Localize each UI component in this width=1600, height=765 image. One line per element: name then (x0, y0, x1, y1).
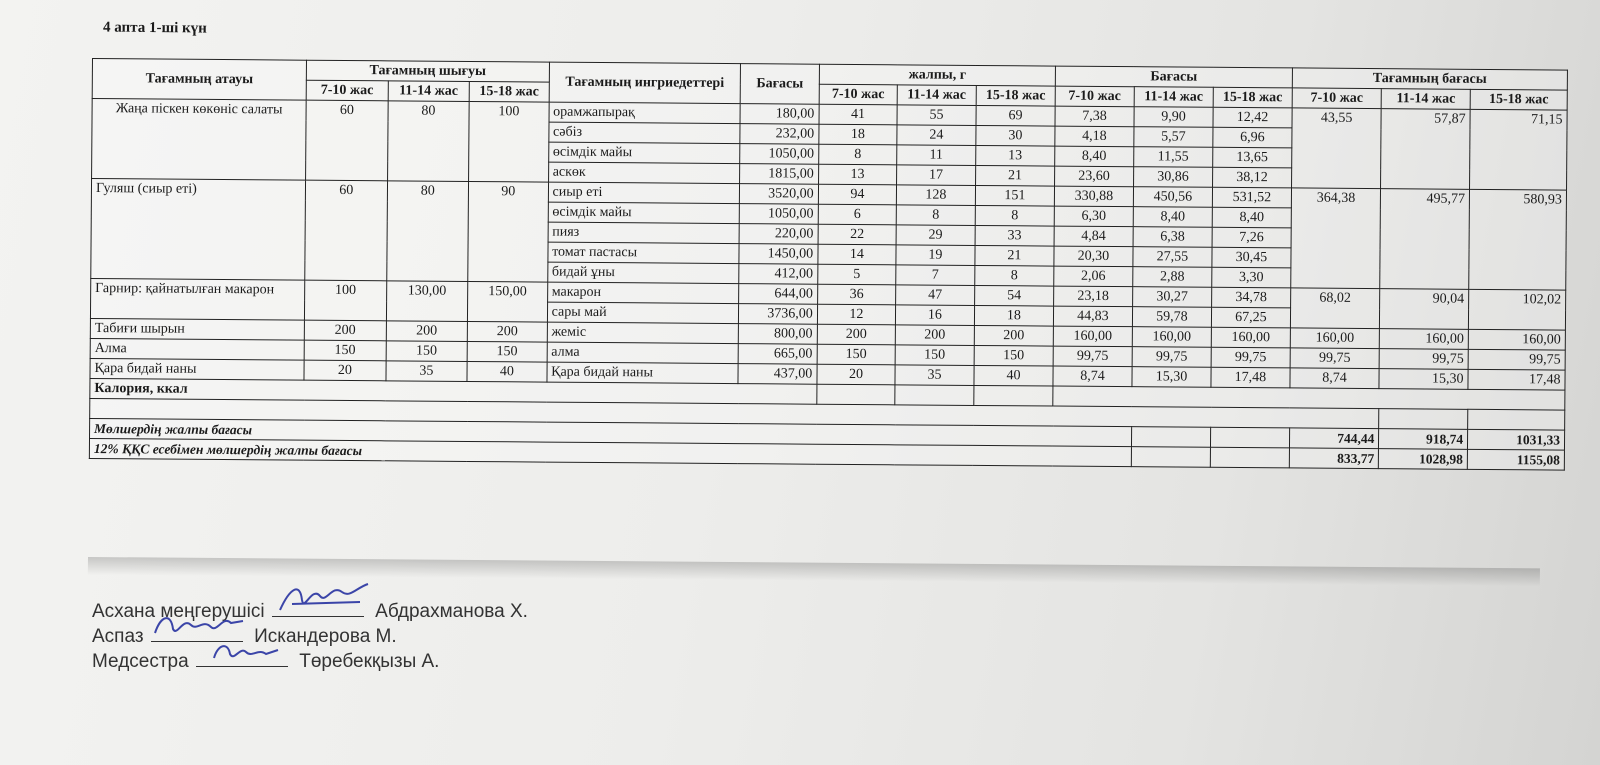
ingredient-cost: 7,38 (1055, 106, 1134, 127)
ingredient-price: 3520,00 (740, 184, 819, 205)
ingredient-gross: 20 (817, 364, 896, 385)
ingredient-cost: 160,00 (1053, 326, 1132, 347)
age-header: 15-18 жас (1470, 89, 1567, 110)
ingredient-gross: 200 (974, 325, 1054, 346)
dish-output: 20 (304, 360, 386, 381)
ingredient-gross: 17 (897, 165, 976, 186)
ingredient-gross: 12 (817, 304, 896, 325)
dish-cost: 68,02 (1290, 288, 1380, 329)
day-title: 4 апта 1-ші күн (102, 19, 207, 37)
ingredient-gross: 7 (896, 265, 975, 286)
signature-name: Абдрахманова Х. (375, 601, 528, 622)
age-header: 11-14 жас (1134, 87, 1214, 108)
dish-output: 150 (386, 341, 468, 362)
ingredient-cost: 13,65 (1213, 147, 1292, 168)
age-header: 11-14 жас (1382, 89, 1471, 110)
signature-role: Аспаз (92, 626, 144, 647)
vat-empty-cell (1131, 447, 1211, 468)
dish-cost: 57,87 (1381, 109, 1470, 190)
ingredient-cost: 6,38 (1133, 227, 1213, 248)
ingredient-price: 437,00 (738, 364, 817, 385)
ingredient-gross: 35 (895, 365, 974, 386)
calories-cell (895, 385, 974, 406)
vat-empty-cell (1211, 447, 1290, 468)
ingredient-name: аскөк (548, 162, 740, 184)
ingredient-gross: 150 (895, 345, 974, 366)
ingredient-cost: 8,40 (1212, 207, 1291, 228)
age-header: 15-18 жас (469, 81, 549, 102)
dish-output: 90 (468, 181, 548, 282)
dish-cost: 99,75 (1290, 348, 1380, 369)
signature-name: Төребекқызы А. (299, 651, 440, 672)
ingredient-cost: 38,12 (1213, 167, 1292, 188)
ingredient-gross: 13 (818, 164, 897, 185)
vat-total-label: 12% ҚҚС есебімен мөлшердің жалпы бағасы (89, 438, 1131, 466)
dish-output: 100 (304, 280, 386, 321)
ingredient-price: 1450,00 (739, 244, 818, 265)
ingredient-cost: 4,18 (1055, 126, 1134, 147)
ingredient-cost: 30,27 (1132, 287, 1212, 308)
ingredient-price: 1815,00 (740, 164, 819, 185)
ingredient-gross: 22 (818, 224, 897, 245)
ingredient-name: томат пастасы (548, 242, 740, 264)
ingredient-cost: 6,96 (1213, 127, 1292, 148)
header-ingredients: Тағамның ингриедеттері (549, 62, 741, 104)
ingredient-gross: 94 (818, 184, 897, 205)
signature-role: Асхана меңгерушісі (92, 601, 265, 622)
ingredient-price: 180,00 (740, 104, 819, 125)
dish-name: Гуляш (сиыр еті) (91, 179, 306, 281)
ingredient-gross: 5 (817, 264, 896, 285)
ingredient-cost: 30,86 (1133, 167, 1213, 188)
ingredient-price: 665,00 (738, 344, 817, 365)
age-header: 15-18 жас (1213, 87, 1292, 108)
dish-output: 100 (469, 101, 549, 182)
ingredient-gross: 128 (897, 185, 976, 206)
ingredient-cost: 160,00 (1132, 327, 1212, 348)
ingredient-gross: 11 (897, 145, 976, 166)
ingredient-gross: 36 (817, 284, 896, 305)
vat-total-value: 1028,98 (1379, 449, 1468, 470)
dish-name: Жаңа піскен көкөніс салаты (92, 99, 307, 181)
ingredient-cost: 44,83 (1054, 306, 1133, 327)
ingredient-cost: 99,75 (1211, 347, 1290, 368)
ingredient-cost: 12,42 (1213, 107, 1292, 128)
ingredient-cost: 17,48 (1211, 367, 1290, 388)
calories-cell (973, 385, 1053, 406)
total-value: 744,44 (1289, 428, 1379, 449)
ingredient-price: 1050,00 (740, 144, 819, 165)
dish-cost: 15,30 (1379, 369, 1468, 390)
ingredient-gross: 69 (976, 105, 1056, 126)
ingredient-price: 644,00 (739, 284, 818, 305)
signature-role: Медсестра (92, 651, 189, 672)
ingredient-name: Қара бидай наны (547, 362, 739, 384)
ingredient-cost: 30,45 (1212, 247, 1291, 268)
header-dish-name: Тағамның атауы (92, 59, 306, 101)
calories-label: Калория, ккал (90, 378, 817, 404)
dish-name: Гарнир: қайнатылған макарон (90, 278, 304, 320)
dish-cost: 160,00 (1380, 329, 1469, 350)
dish-output: 60 (306, 100, 388, 181)
dish-name: Қара бидай наны (90, 358, 304, 380)
ingredient-name: сәбіз (548, 122, 740, 144)
total-label: Мөлшердің жалпы бағасы (90, 418, 1132, 446)
dish-cost: 43,55 (1291, 108, 1381, 189)
ingredient-cost: 8,40 (1055, 146, 1134, 167)
ingredient-cost: 160,00 (1211, 327, 1290, 348)
ingredient-gross: 6 (818, 204, 897, 225)
ingredient-price: 1050,00 (739, 204, 818, 225)
dish-output: 150 (304, 340, 386, 361)
ingredient-cost: 27,55 (1133, 247, 1213, 268)
ingredient-gross: 16 (896, 305, 975, 326)
dish-name: Алма (90, 338, 304, 360)
ingredient-cost: 15,30 (1132, 367, 1212, 388)
dish-name: Табиғи шырын (90, 318, 304, 340)
ingredient-cost: 3,30 (1212, 267, 1291, 288)
dish-output: 80 (387, 101, 469, 182)
dish-cost: 71,15 (1470, 109, 1568, 190)
ingredient-price: 3736,00 (739, 304, 818, 325)
ingredient-cost: 2,06 (1054, 266, 1133, 287)
dish-output: 60 (305, 180, 387, 281)
dish-cost: 160,00 (1468, 329, 1565, 350)
vat-total-value: 1155,08 (1467, 449, 1564, 470)
dish-cost: 580,93 (1469, 189, 1567, 290)
dish-cost: 99,75 (1379, 349, 1468, 370)
ingredient-gross: 55 (897, 105, 976, 126)
ingredient-price: 232,00 (740, 124, 819, 145)
signature-line-nurse (92, 650, 439, 673)
ingredient-name: жеміс (547, 322, 739, 344)
dish-cost: 8,74 (1290, 368, 1380, 389)
header-price: Бағасы (740, 64, 819, 105)
dish-output: 200 (304, 320, 386, 341)
ingredient-gross: 47 (896, 285, 975, 306)
ingredient-price: 800,00 (739, 324, 818, 345)
vat-total-value: 833,77 (1289, 448, 1379, 469)
ingredient-name: бидай ұны (547, 262, 739, 284)
age-header: 7-10 жас (819, 84, 898, 105)
ingredient-gross: 8 (818, 144, 897, 165)
handwritten-signature (196, 650, 288, 667)
ingredient-cost: 34,78 (1212, 287, 1291, 308)
ingredient-gross: 8 (896, 205, 975, 226)
dish-cost: 90,04 (1380, 289, 1469, 330)
header-output: Тағамның шығуы (306, 60, 549, 82)
dish-cost: 364,38 (1290, 188, 1380, 289)
ingredient-cost: 23,60 (1055, 166, 1134, 187)
dish-output: 200 (386, 321, 468, 342)
ingredient-gross: 33 (975, 225, 1055, 246)
ingredient-gross: 24 (897, 125, 976, 146)
age-header: 7-10 жас (1292, 88, 1382, 109)
ingredient-name: орамжапырақ (549, 102, 741, 124)
dish-cost: 160,00 (1290, 328, 1380, 349)
ingredient-gross: 200 (895, 325, 974, 346)
ingredient-name: өсімдік майы (548, 142, 740, 164)
ingredient-cost: 99,75 (1053, 346, 1132, 367)
age-header: 11-14 жас (388, 81, 470, 102)
age-header: 7-10 жас (306, 80, 388, 101)
ingredient-gross: 8 (974, 265, 1054, 286)
ingredient-cost: 20,30 (1054, 246, 1133, 267)
menu-table-body (90, 99, 1567, 391)
dish-output: 150 (467, 341, 547, 362)
ingredient-gross: 151 (975, 185, 1055, 206)
ingredient-gross: 21 (975, 245, 1055, 266)
ingredient-gross: 150 (974, 345, 1054, 366)
ingredient-cost: 99,75 (1132, 347, 1212, 368)
ingredient-gross: 30 (976, 125, 1056, 146)
dish-output: 130,00 (386, 281, 468, 322)
ingredient-gross: 19 (896, 245, 975, 266)
handwritten-signature (272, 600, 364, 617)
ingredient-price: 220,00 (739, 224, 818, 245)
ingredient-cost: 8,74 (1053, 366, 1132, 387)
dish-output: 200 (467, 321, 547, 342)
ingredient-name: пияз (548, 222, 740, 244)
ingredient-cost: 450,56 (1133, 187, 1213, 208)
ingredient-gross: 21 (975, 165, 1055, 186)
ingredient-name: сары май (547, 302, 739, 324)
ingredient-name: макарон (547, 282, 739, 304)
spacer-cell (1468, 409, 1565, 430)
ingredient-gross: 18 (819, 124, 898, 145)
total-value: 1031,33 (1468, 429, 1565, 450)
ingredient-gross: 150 (817, 344, 896, 365)
ingredient-cost: 59,78 (1132, 307, 1212, 328)
total-value: 918,74 (1379, 429, 1468, 450)
menu-cost-table (89, 58, 1568, 471)
ingredient-cost: 5,57 (1134, 127, 1214, 148)
ingredient-gross: 40 (974, 365, 1054, 386)
dish-output: 40 (467, 361, 547, 382)
dish-cost: 495,77 (1380, 189, 1469, 290)
age-header: 15-18 жас (976, 85, 1056, 106)
ingredient-gross: 54 (974, 285, 1054, 306)
ingredient-cost: 2,88 (1132, 267, 1212, 288)
dish-cost: 17,48 (1468, 369, 1565, 390)
age-header: 11-14 жас (897, 85, 976, 106)
ingredient-name: өсімдік майы (548, 202, 740, 224)
ingredient-cost: 67,25 (1212, 307, 1291, 328)
ingredient-gross: 200 (817, 324, 896, 345)
ingredient-cost: 6,30 (1054, 206, 1133, 227)
total-empty-cell (1211, 427, 1290, 448)
calories-cell (817, 384, 896, 405)
ingredient-cost: 23,18 (1054, 286, 1133, 307)
ingredient-gross: 8 (975, 205, 1055, 226)
ingredient-cost: 11,55 (1133, 147, 1213, 168)
ingredient-name: сиыр еті (548, 182, 740, 204)
ingredient-gross: 29 (896, 225, 975, 246)
header-cost: Бағасы (1056, 66, 1293, 88)
total-empty-cell (1131, 427, 1211, 448)
ingredient-cost: 330,88 (1055, 186, 1134, 207)
ingredient-cost: 8,40 (1133, 207, 1213, 228)
ingredient-price: 412,00 (739, 264, 818, 285)
menu-table-wrapper (89, 58, 1568, 471)
dish-output: 35 (386, 361, 468, 382)
dish-cost: 99,75 (1468, 349, 1565, 370)
ingredient-gross: 13 (975, 145, 1055, 166)
dish-cost: 102,02 (1468, 289, 1565, 330)
header-dish-cost: Тағамның бағасы (1292, 68, 1567, 90)
ingredient-cost: 9,90 (1134, 107, 1214, 128)
dish-output: 150,00 (468, 281, 548, 322)
ingredient-cost: 531,52 (1213, 187, 1292, 208)
header-gross: жалпы, г (819, 64, 1056, 86)
ingredient-cost: 7,26 (1212, 227, 1291, 248)
ingredient-name: алма (547, 342, 739, 364)
dish-output: 80 (386, 181, 468, 282)
signature-name: Искандерова М. (254, 626, 397, 647)
spacer-cell (1379, 409, 1468, 430)
ingredient-gross: 18 (974, 305, 1054, 326)
age-header: 7-10 жас (1055, 86, 1134, 107)
ingredient-gross: 41 (819, 104, 898, 125)
ingredient-cost: 4,84 (1054, 226, 1133, 247)
ingredient-gross: 14 (818, 244, 897, 265)
